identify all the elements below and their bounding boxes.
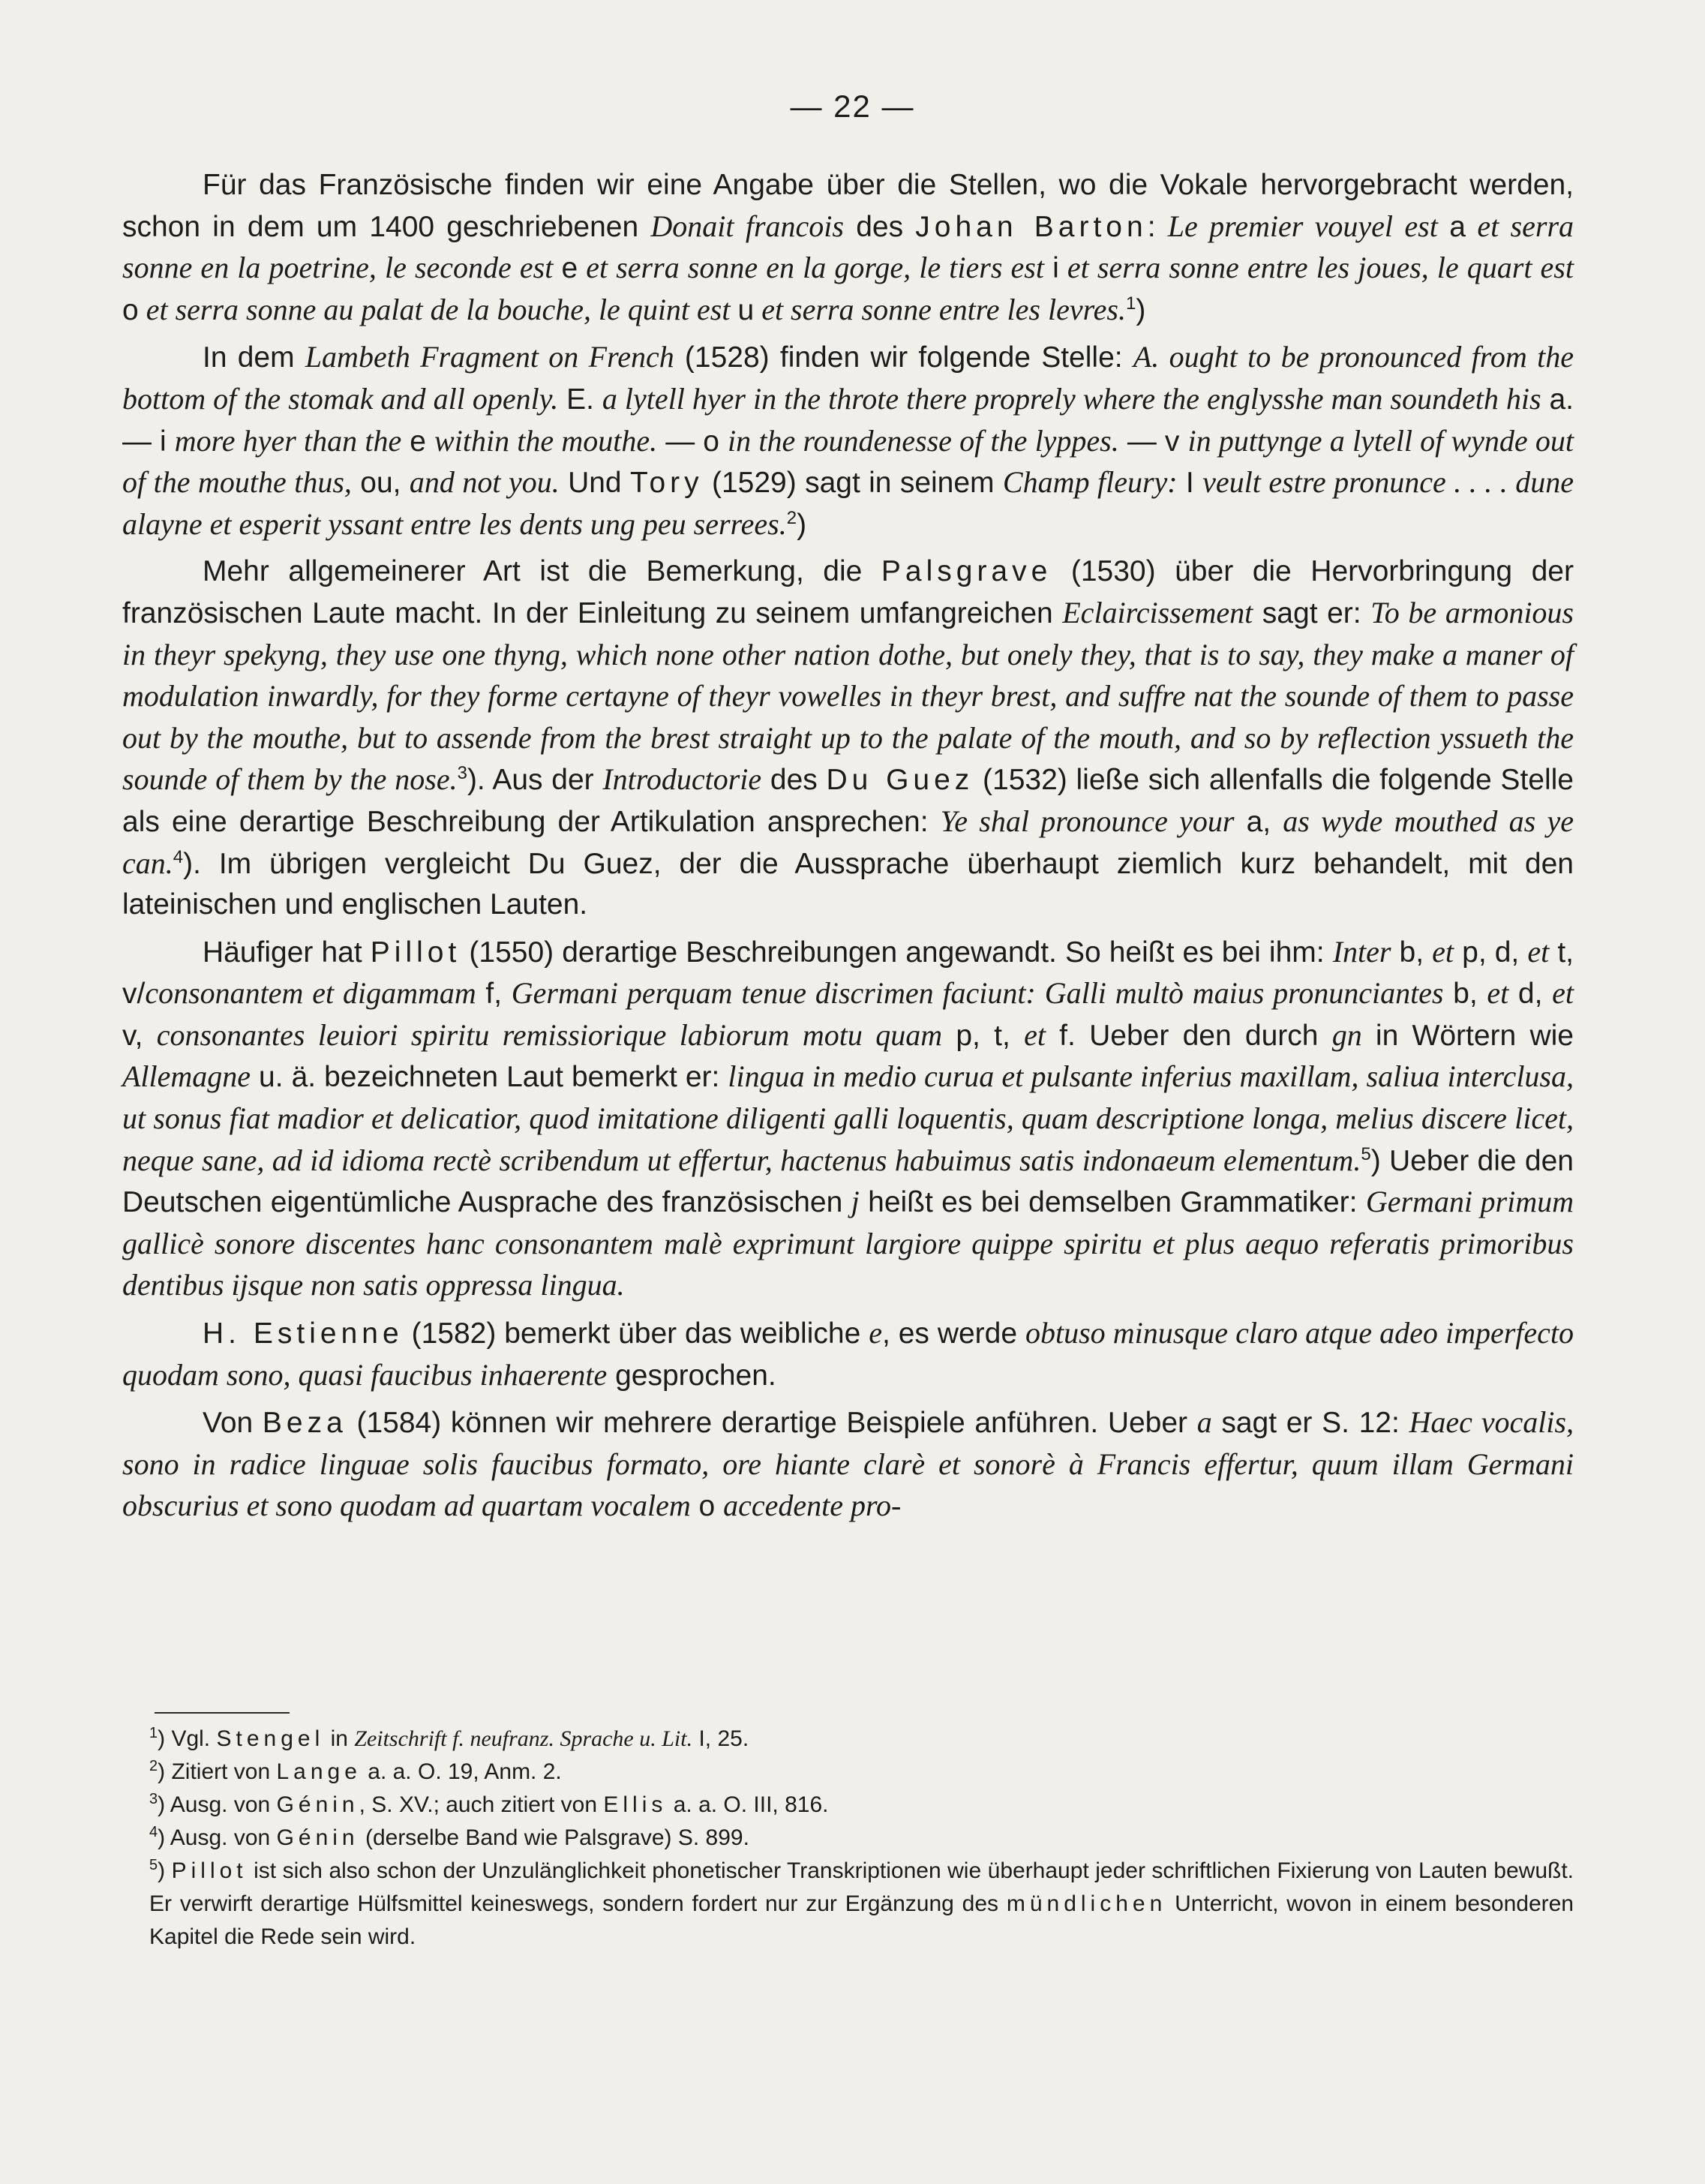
- text-run: — o: [657, 425, 728, 458]
- text-run: ): [1136, 293, 1146, 326]
- text-run: (1532) ließe sich allenfalls die folgende Stelle als eine derartige Beschreibung der Artikulation ansprechen:: [122, 764, 1574, 838]
- spaced-author-name: Génin: [276, 1792, 359, 1817]
- text-run: I: [1177, 467, 1203, 500]
- text-run: Von: [203, 1407, 263, 1440]
- italic-quote: et serra sonne entre les joues, le quart est: [1058, 251, 1574, 285]
- spaced-author-name: mündlichen: [1006, 1891, 1167, 1916]
- italic-quote: as wyde mouthed as ye can.: [122, 804, 1574, 880]
- text-run: In dem: [203, 341, 305, 374]
- footnote-mark: 4: [149, 1824, 158, 1840]
- text-run: ) Zitiert von: [158, 1759, 277, 1784]
- text-run: p, t,: [942, 1019, 1025, 1052]
- italic-title: Donait francois: [650, 209, 844, 243]
- text-run: ): [158, 1858, 172, 1883]
- spaced-author-name: Ellis: [603, 1792, 668, 1817]
- italic-quote: a lytell hyer in the throte there proprely where the englysshe man soundeth his: [602, 381, 1541, 416]
- text-run: , S. XV.; auch zitiert von: [359, 1792, 604, 1817]
- text-run: o: [690, 1490, 724, 1523]
- text-run: o: [122, 293, 139, 326]
- text-run: — v: [1118, 425, 1188, 458]
- italic-quote: Ye shal pronounce your: [940, 804, 1235, 838]
- footnote-mark: 5: [149, 1857, 158, 1873]
- spaced-author-name: Tory: [629, 467, 704, 500]
- text-run: a. a. O. III, 816.: [667, 1792, 829, 1817]
- footnote-ref: 5: [1361, 1143, 1371, 1164]
- text-run: t, v/: [122, 936, 1574, 1011]
- italic-quote: To be armonious in theyr spekyng, they use one thyng, which none other nation dothe, but onely they, that is to say, they make a maner of modulation inwardly, for they forme certayne of theyr vowelles in theyr brest, and suffre nat the sounde of them to passe out by the mouthe, but to assende from the brest straight up to the palate of the mouth, and so by reflection yssueth the sounde of them by the nose.: [122, 595, 1574, 797]
- text-run: (derselbe Band wie Palsgrave) S. 899.: [359, 1825, 749, 1850]
- text-run: b,: [1443, 978, 1487, 1011]
- italic-quote: et serra sonne entre les levres.: [754, 292, 1126, 326]
- text-run: (1550) derartige Beschreibungen angewandt. So heißt es bei ihm:: [461, 936, 1333, 969]
- text-run: des: [761, 764, 827, 797]
- spaced-author-name: Stengel: [216, 1726, 325, 1751]
- italic-quote: a: [1196, 1405, 1212, 1440]
- footnote-mark: 1: [149, 1725, 158, 1741]
- text-run: in: [324, 1726, 355, 1751]
- text-run: (1529) sagt in seinem: [703, 467, 1003, 500]
- paragraph-estienne: [122, 1313, 1574, 1396]
- paragraph-beza: [122, 1402, 1574, 1528]
- text-run: heißt es bei demselben Grammatiker:: [859, 1186, 1366, 1219]
- spaced-author-name: Palsgrave: [881, 555, 1052, 588]
- text-run: (1582) bemerkt über das weibliche: [403, 1317, 869, 1350]
- footnote-mark: 3: [149, 1791, 158, 1807]
- page-number: — 22 —: [790, 89, 915, 124]
- footnotes: [122, 1723, 1574, 1954]
- italic-quote: within the mouthe.: [434, 423, 658, 458]
- text-run: i: [1052, 252, 1059, 285]
- italic-quote: consonantem et digammam: [145, 976, 476, 1011]
- footnote-ref: 1: [1126, 293, 1136, 314]
- italic-quote: lingua in medio curua et pulsante inferius maxillam, saliua interclusa, ut sonus fiat madior et delicatior, quod imitatione diligenti galli loquentis, quam descriptione longa, melius discere licet, neque sane, ad id idioma rectè scribendum ut effertur, hactenus habuimus satis indonaeum elementum.: [122, 1059, 1574, 1177]
- text-run: Mehr allgemeinerer Art ist die Bemerkung, die: [203, 555, 881, 588]
- text-run: , es werde: [881, 1317, 1025, 1350]
- footnote-ref: 4: [173, 846, 184, 867]
- italic-title: Champ fleury:: [1002, 465, 1178, 500]
- body-text: [122, 165, 1574, 1534]
- text-run: ) Ausg. von: [158, 1825, 277, 1850]
- text-run: in Wörtern wie: [1361, 1019, 1574, 1052]
- text-run: ou,: [351, 467, 410, 500]
- spaced-author-name: Génin: [276, 1825, 359, 1850]
- italic-title: Lambeth Fragment on French: [305, 340, 674, 374]
- text-run: e: [401, 425, 435, 458]
- italic-quote: Germani primum gallicè sonore discentes hanc consonantem malè exprimunt largiore quippe spiritu et plus aequo referatis primoribus dentibus ijsque non satis oppressa lingua.: [122, 1185, 1574, 1302]
- italic-quote: and not you.: [409, 465, 560, 500]
- text-run: u. ä. bezeichneten Laut bemerkt er:: [251, 1061, 728, 1094]
- italic-quote: Allemagne: [122, 1059, 251, 1094]
- text-run: sagt er S. 12:: [1211, 1407, 1409, 1440]
- footnote-ref: 3: [457, 763, 467, 784]
- text-run: Unterricht, wovon in einem besonderen Kapitel die Rede sein wird.: [149, 1891, 1574, 1949]
- text-run: ). Im übrigen vergleicht Du Guez, der die Aussprache überhaupt ziemlich kurz behandelt, mit den lateinischen und englischen Lauten.: [122, 847, 1574, 921]
- text-run: a,: [1234, 805, 1283, 838]
- italic-quote: Germani perquam tenue discrimen faciunt: Galli multò maius pronunciantes: [511, 976, 1444, 1011]
- italic-quote: Le premier vouyel est: [1167, 209, 1450, 243]
- text-run: (1528) finden wir folgende Stelle:: [674, 341, 1133, 374]
- italic-quote: in puttynge a lytell of wynde out of the mouthe thus,: [122, 423, 1574, 500]
- text-run: ) Vgl.: [158, 1726, 217, 1751]
- spaced-author-name: Du Guez: [826, 764, 974, 797]
- text-run: ) Ueber die den Deutschen eigentümliche Ausprache des französischen: [122, 1144, 1574, 1219]
- italic-quote: et serra sonne au palat de la bouche, le quint est: [138, 292, 738, 326]
- paragraph-pillot: [122, 932, 1574, 1307]
- text-run: Und: [559, 467, 630, 500]
- text-run: a. a. O. 19, Anm. 2.: [361, 1759, 562, 1784]
- paragraph-barton: [122, 165, 1574, 331]
- text-run: gesprochen.: [607, 1359, 776, 1392]
- footnote-5: [122, 1855, 1574, 1954]
- text-run: f. Ueber den durch: [1045, 1019, 1332, 1052]
- spaced-author-name: Lange: [276, 1759, 362, 1784]
- italic-quote: et serra sonne en la poetrine, le seconde est: [122, 209, 1574, 285]
- italic-quote: et: [1024, 1017, 1046, 1052]
- italic-quote: Haec vocalis, sono in radice linguae solis faucibus formato, ore hiante clarè et sonorè à Francis effertur, quum illam Germani obscurius et sono quodam ad quartam vocalem: [122, 1405, 1574, 1523]
- italic-quote: j: [851, 1185, 860, 1219]
- text-run: f,: [476, 978, 512, 1011]
- italic-quote: et serra sonne en la gorge, le tiers est: [578, 251, 1053, 285]
- italic-quote: A. ought to be pronounced from the bottom of the stomak and all openly.: [122, 340, 1574, 416]
- text-run: d,: [1508, 978, 1553, 1011]
- text-run: E.: [558, 383, 602, 416]
- footnote-4: [122, 1822, 1574, 1855]
- italic-quote: et: [1552, 976, 1574, 1011]
- text-run: Häufiger hat: [203, 936, 371, 969]
- text-run: ) Ausg. von: [158, 1792, 277, 1817]
- footnote-3: [122, 1789, 1574, 1822]
- italic-title: Zeitschrift f. neufranz. Sprache u. Lit.: [354, 1726, 693, 1751]
- spaced-author-name: H. Estienne: [203, 1317, 404, 1350]
- text-run: :: [1147, 210, 1168, 243]
- italic-quote: consonantes leuiori spiritu remissiorique labiorum motu quam: [156, 1017, 943, 1052]
- text-run: a. — i: [122, 383, 1574, 458]
- paragraph-lambeth: [122, 337, 1574, 545]
- footnote-ref: 2: [786, 507, 797, 528]
- text-run: (1530) über die Hervorbringung der französischen Laute macht. In der Einleitung zu seinem umfangreichen: [122, 555, 1574, 629]
- text-run: ). Aus der: [467, 764, 603, 797]
- text-run: a: [1449, 210, 1466, 243]
- italic-quote: et: [1527, 934, 1550, 969]
- text-run: (1584) können wir mehrere derartige Beispiele anführen. Ueber: [347, 1407, 1197, 1440]
- spaced-author-name: Pillot: [171, 1858, 248, 1883]
- footnote-divider: [155, 1712, 290, 1714]
- text-run: des: [843, 210, 916, 243]
- text-run: u: [737, 293, 755, 326]
- footnote-mark: 2: [149, 1758, 158, 1774]
- italic-quote: gn: [1331, 1017, 1362, 1052]
- text-run: b,: [1391, 936, 1433, 969]
- footnote-2: [122, 1756, 1574, 1789]
- text-run: ): [797, 508, 807, 541]
- italic-quote: e: [869, 1316, 882, 1350]
- italic-quote: accedente pro-: [723, 1489, 902, 1523]
- spaced-author-name: Beza: [262, 1407, 347, 1440]
- italic-title: Introductorie: [602, 762, 762, 797]
- italic-quote: et: [1432, 934, 1454, 969]
- footnote-1: [122, 1723, 1574, 1756]
- text-run: sagt er:: [1253, 596, 1371, 629]
- italic-quote: more hyer than the: [174, 423, 402, 458]
- italic-quote: veult estre pronunce . . . . dune alayne et esperit yssant entre les dents ung peu serrees.: [122, 465, 1574, 541]
- text-run: p, d,: [1454, 936, 1528, 969]
- text-run: I, 25.: [692, 1726, 749, 1751]
- paragraph-palsgrave: [122, 551, 1574, 925]
- spaced-author-name: Johan Barton: [915, 210, 1148, 243]
- text-run: Für das Französische finden wir eine Angabe über die Stellen, wo die Vokale hervorgebracht werden, schon in dem um 1400 geschriebenen: [122, 169, 1574, 243]
- italic-quote: et: [1487, 976, 1509, 1011]
- text-run: ist sich also schon der Unzulänglichkeit phonetischer Transkriptionen wie überhaupt jeder schriftlichen Fixierung von Lauten bewußt. Er verwirft derartige Hülfsmittel keineswegs, sondern fordert nur zur Ergänzung des: [149, 1858, 1574, 1916]
- italic-quote: Inter: [1332, 934, 1391, 969]
- italic-title: Eclaircissement: [1062, 595, 1253, 629]
- italic-quote: in the roundenesse of the lyppes.: [728, 423, 1119, 458]
- text-run: v,: [122, 1019, 157, 1052]
- spaced-author-name: Pillot: [370, 936, 461, 969]
- text-run: e: [561, 252, 578, 285]
- italic-quote: obtuso minusque claro atque adeo imperfecto quodam sono, quasi faucibus inhaerente: [122, 1316, 1574, 1392]
